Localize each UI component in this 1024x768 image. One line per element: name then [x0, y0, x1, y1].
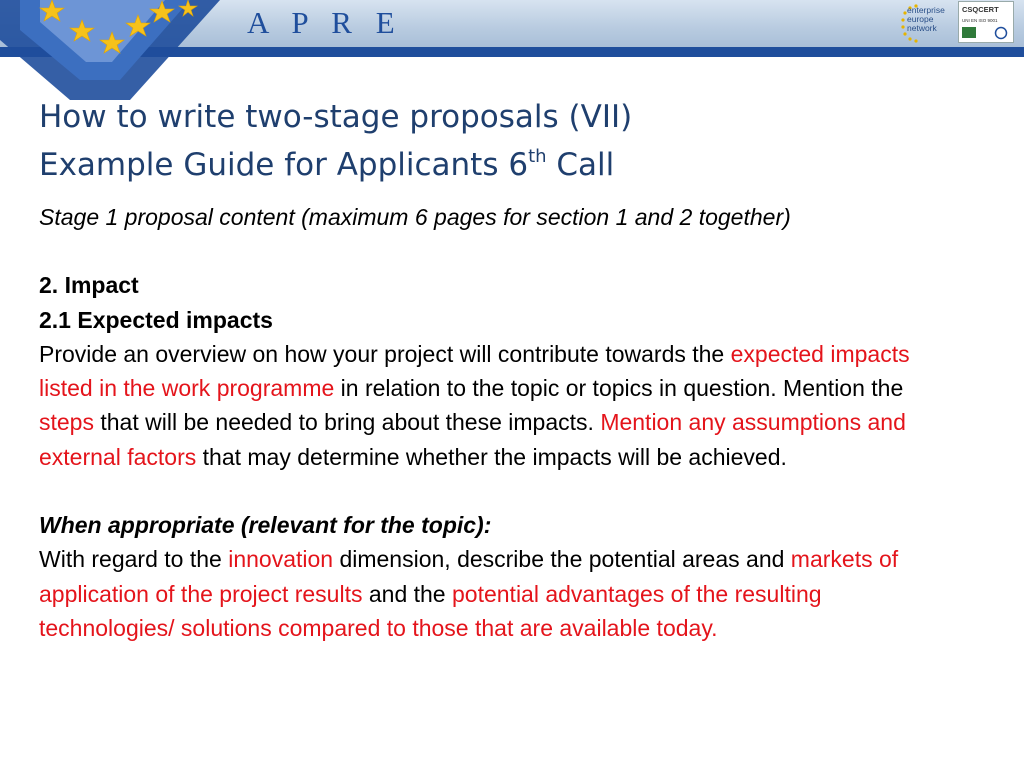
highlighted-text: Mention any assumptions and external factors	[39, 409, 906, 470]
body-text: and the	[362, 580, 452, 607]
highlighted-text: potential advantages of the resulting technologies/ solutions compared to those that are available today.	[39, 580, 822, 641]
title-line-1: How to write two-stage proposals (VII)	[39, 99, 633, 135]
highlighted-text: innovation	[228, 546, 334, 573]
highlighted-text: expected impacts listed in the work programme	[39, 340, 910, 402]
body-text: With regard to the	[39, 546, 229, 573]
section-heading: 2. Impact	[39, 272, 139, 299]
slide-title	[39, 93, 632, 189]
spacer	[39, 474, 959, 508]
cert-logo-subtext: UNI EN ISO 9001	[962, 18, 998, 23]
een-logo-text	[907, 6, 945, 33]
expected-impacts-paragraph	[39, 337, 959, 474]
iso-badge-icon	[961, 26, 1011, 40]
body-text: that will be needed to bring about these impacts.	[93, 409, 601, 436]
body-text: in relation to the topic or topics in question. Mention the	[334, 375, 904, 402]
when-appropriate-heading: When appropriate (relevant for the topic):	[39, 512, 492, 539]
een-logo-line-3: network	[907, 23, 937, 33]
certification-logo	[958, 1, 1014, 43]
title-line-2-suffix: Call	[546, 147, 615, 183]
body-text: Provide an overview on how your project will contribute towards the	[39, 340, 731, 367]
innovation-paragraph	[39, 542, 959, 645]
highlighted-text: steps	[39, 409, 94, 436]
highlighted-text: markets of application of the project results	[39, 546, 899, 607]
brand-wordmark: A P R E	[247, 5, 403, 40]
title-superscript: th	[528, 146, 547, 167]
body-text: that may determine whether the impacts will be achieved.	[196, 443, 787, 470]
subsection-heading: 2.1 Expected impacts	[39, 306, 273, 333]
cert-logo-name: CSQCERT	[962, 5, 999, 14]
spacer	[39, 234, 959, 268]
apre-logo-icon	[0, 0, 240, 100]
een-logo-line-2: europe	[907, 14, 934, 24]
body-text: dimension, describe the potential areas and	[333, 546, 791, 573]
een-logo-line-1: enterprise	[907, 5, 945, 15]
title-line-2	[39, 141, 632, 189]
title-line-2-text: Example Guide for Applicants 6	[39, 147, 529, 183]
slide-body	[39, 200, 959, 645]
intro-text: Stage 1 proposal content (maximum 6 pages for section 1 and 2 together)	[39, 204, 791, 230]
